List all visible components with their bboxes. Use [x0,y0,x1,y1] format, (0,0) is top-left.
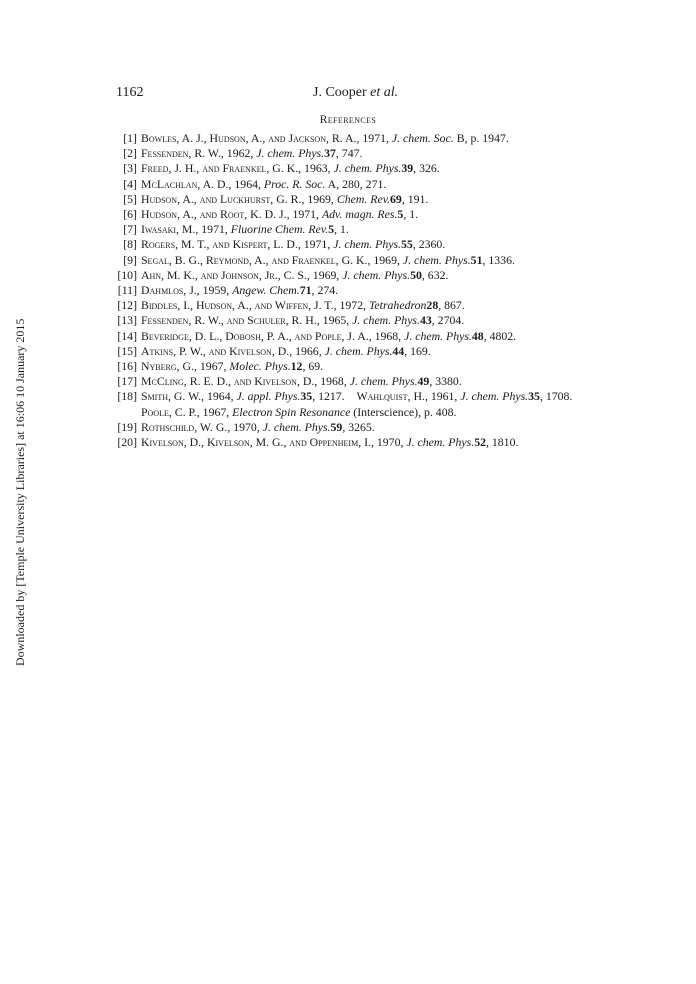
reference-pages: , 1. [403,207,419,222]
reference-pages: , 1336. [482,252,515,267]
reference-volume: 71 [299,283,312,298]
reference-year: , 1969, [306,267,343,282]
reference-item [106,389,606,419]
reference-number: [15] [117,343,137,358]
reference-volume: 35 [300,389,313,404]
download-side-note: Downloaded by [Temple University Libraries] at 16:06 10 January 2015 [13,318,27,666]
reference-number: [4] [123,176,137,191]
reference-journal: J. chem. Phys. [262,419,331,434]
reference-number: [5] [123,191,137,206]
reference-pages: , 2704. [431,313,465,328]
reference-year: , 1962, [220,146,257,161]
reference-number: [8] [123,237,137,252]
reference-volume: 35 [528,389,540,404]
reference-volume: 48 [471,328,484,343]
reference-journal: J. chem. Phys. [460,389,529,404]
reference-pages: A, 280, 271. [325,176,387,191]
page-number: 1162 [116,85,144,100]
reference-year: , 1971, [195,222,231,237]
reference-journal: J. chem. Phys. [404,328,472,343]
reference-journal: J. chem. Phys. [342,267,411,282]
reference-volume: 5 [397,207,404,222]
reference-journal: Angew. Chem. [232,283,300,298]
reference-item [106,253,606,268]
reference-pages: , 69. [302,359,324,374]
reference-pages: (Interscience), p. 408. [350,404,457,419]
reference-authors: Rothschild, W. G. [141,419,228,434]
reference-authors: Hudson, A., and Luckhurst, G. R. [141,191,302,206]
reference-authors: Beveridge, D. L., Dobosh, P. A., and Pople, J. A. [141,328,369,343]
reference-number: [3] [123,161,137,176]
reference-item [106,298,606,313]
reference-year: , 1971, [297,237,334,252]
reference-authors: Atkins, P. W., and Kivelson, D. [141,343,290,358]
reference-authors: Wahlquist, H. [356,389,425,404]
running-head [313,85,398,101]
reference-journal: J. appl. Phys. [236,389,301,404]
reference-journal: Tetrahedron [368,298,427,313]
reference-number: [7] [123,222,137,237]
reference-year: , 1967, [194,359,230,374]
reference-pages: , 867. [438,298,465,313]
reference-journal: J. chem. Phys. [349,374,418,389]
reference-authors: Segal, B. G., Reymond, A., and Fraenkel, G. K. [141,252,368,267]
reference-item [106,161,606,176]
reference-pages: , 169. [404,343,431,358]
reference-number: [18] [117,389,137,404]
reference-journal: Proc. R. Soc. [263,176,326,191]
reference-list [106,131,606,450]
reference-authors: Freed, J. H., and Fraenkel, G. K. [141,161,299,176]
reference-pages: , 1708. [539,389,573,404]
reference-number: [1] [123,131,137,145]
reference-number: [12] [117,298,137,313]
reference-pages: , 191. [401,191,429,206]
reference-item [106,344,606,359]
reference-volume: 43 [419,313,432,328]
reference-pages: , 747. [335,146,363,161]
reference-journal: J. chem. Phys. [406,435,475,450]
reference-year: , 1963, [298,161,334,176]
reference-year: , 1965, [316,313,353,328]
reference-volume: 28 [426,298,439,313]
reference-journal: Fluorine Chem. Rev. [230,222,329,237]
reference-authors: McCling, R. E. D., and Kivelson, D. [141,374,315,389]
reference-year: , 1969, [301,191,337,206]
reference-year: , 1964, [201,389,237,404]
reference-authors: Kivelson, D., Kivelson, M. G., and Oppenheim, I. [141,435,371,450]
reference-pages: , 1217. [312,389,345,404]
reference-year: , 1969, [367,252,403,267]
reference-volume: 49 [417,374,430,389]
reference-journal: J. chem. Phys. [256,146,325,161]
reference-year: , 1967, [196,404,233,419]
reference-number: [6] [123,207,137,222]
references-heading: References [319,114,377,126]
reference-journal: J. chem. Phys. [333,161,402,176]
reference-volume: 69 [390,191,402,206]
reference-number: [9] [123,252,137,267]
reference-item [106,420,606,435]
reference-pages: , 1. [334,222,349,237]
reference-number: [10] [117,267,137,282]
reference-year: , 1961, [424,389,461,404]
reference-authors: Smith, G. W. [141,389,202,404]
reference-journal: Electron Spin Resonance [232,404,351,419]
reference-authors: Bowles, A. J., Hudson, A., and Jackson, R. A. [141,131,357,145]
reference-volume: 39 [401,161,414,176]
reference-item [106,146,606,161]
reference-authors: Ahn, M. K., and Johnson, Jr., C. S. [141,267,307,282]
reference-item [106,359,606,374]
reference-journal: J. chem. Phys. [333,237,402,252]
reference-authors: Hudson, A., and Root, K. D. J. [141,207,287,222]
reference-authors: Nyberg, G. [141,359,194,374]
reference-authors: Iwasaki, M. [141,222,196,237]
reference-year: , 1968, [368,328,405,343]
reference-number: [14] [117,328,137,343]
reference-volume: 12 [290,359,303,374]
reference-year: , 1959, [196,283,233,298]
reference-pages: , 4802. [483,328,517,343]
reference-volume: 52 [474,435,486,450]
reference-volume: 51 [470,252,483,267]
reference-number: [17] [117,374,137,389]
reference-journal: J. chem. Phys. [324,343,393,358]
reference-volume: 55 [401,237,413,252]
reference-item [106,192,606,207]
reference-authors: Fessenden, R. W. [141,146,221,161]
reference-pages: , 274. [311,283,339,298]
reference-year: , 1968, [314,374,350,389]
reference-item [106,131,606,146]
reference-item [106,207,606,222]
reference-authors: Rogers, M. T., and Kispert, L. D. [141,237,298,252]
reference-pages: B, p. 1947. [453,131,509,145]
reference-pages: , 326. [413,161,440,176]
reference-item [106,435,606,450]
reference-pages: , 632. [421,267,449,282]
reference-authors: McLachlan, A. D. [141,176,229,191]
reference-pages: , 3265. [342,419,375,434]
reference-volume: 44 [392,343,405,358]
reference-pages: , 3380. [429,374,462,389]
reference-volume: 59 [330,419,343,434]
reference-volume: 5 [328,222,335,237]
reference-item [106,222,606,237]
reference-year: , 1964, [228,176,264,191]
reference-journal: J. chem. Soc. [391,131,454,145]
reference-journal: J. chem. Phys. [352,313,420,328]
reference-authors: Fessenden, R. W., and Schuler, R. H. [141,313,317,328]
reference-number: [2] [123,146,137,161]
reference-authors: Biddles, I., Hudson, A., and Wiffen, J. T. [141,298,334,313]
reference-item [106,374,606,389]
reference-number: [13] [117,313,137,328]
reference-journal: J. chem. Phys. [402,252,471,267]
reference-item [106,313,606,328]
reference-number: [16] [117,359,137,374]
reference-number: [20] [117,435,137,450]
reference-year: , 1971, [356,131,392,145]
running-head-suffix: et al. [370,85,399,100]
reference-pages: , 2360. [412,237,446,252]
reference-item [106,177,606,192]
reference-year: , 1966, [289,343,325,358]
reference-year: , 1970, [370,435,407,450]
reference-journal: Adv. magn. Res. [321,207,398,222]
reference-item [106,283,606,298]
reference-item [106,268,606,283]
reference-journal: Chem. Rev. [336,191,391,206]
reference-number: [11] [117,283,137,298]
reference-item [106,329,606,344]
reference-volume: 50 [410,267,422,282]
reference-authors: Poole, C. P. [141,404,197,419]
reference-number: [19] [117,419,137,434]
reference-item [106,237,606,252]
reference-journal: Molec. Phys. [229,359,291,374]
reference-authors: Dahmlos, J. [141,283,197,298]
reference-year: , 1970, [227,419,263,434]
reference-year: , 1971, [286,207,322,222]
reference-volume: 37 [324,146,336,161]
reference-pages: , 1810. [485,435,519,450]
running-head-name: J. Cooper [313,85,367,100]
reference-year: , 1972, [333,298,369,313]
